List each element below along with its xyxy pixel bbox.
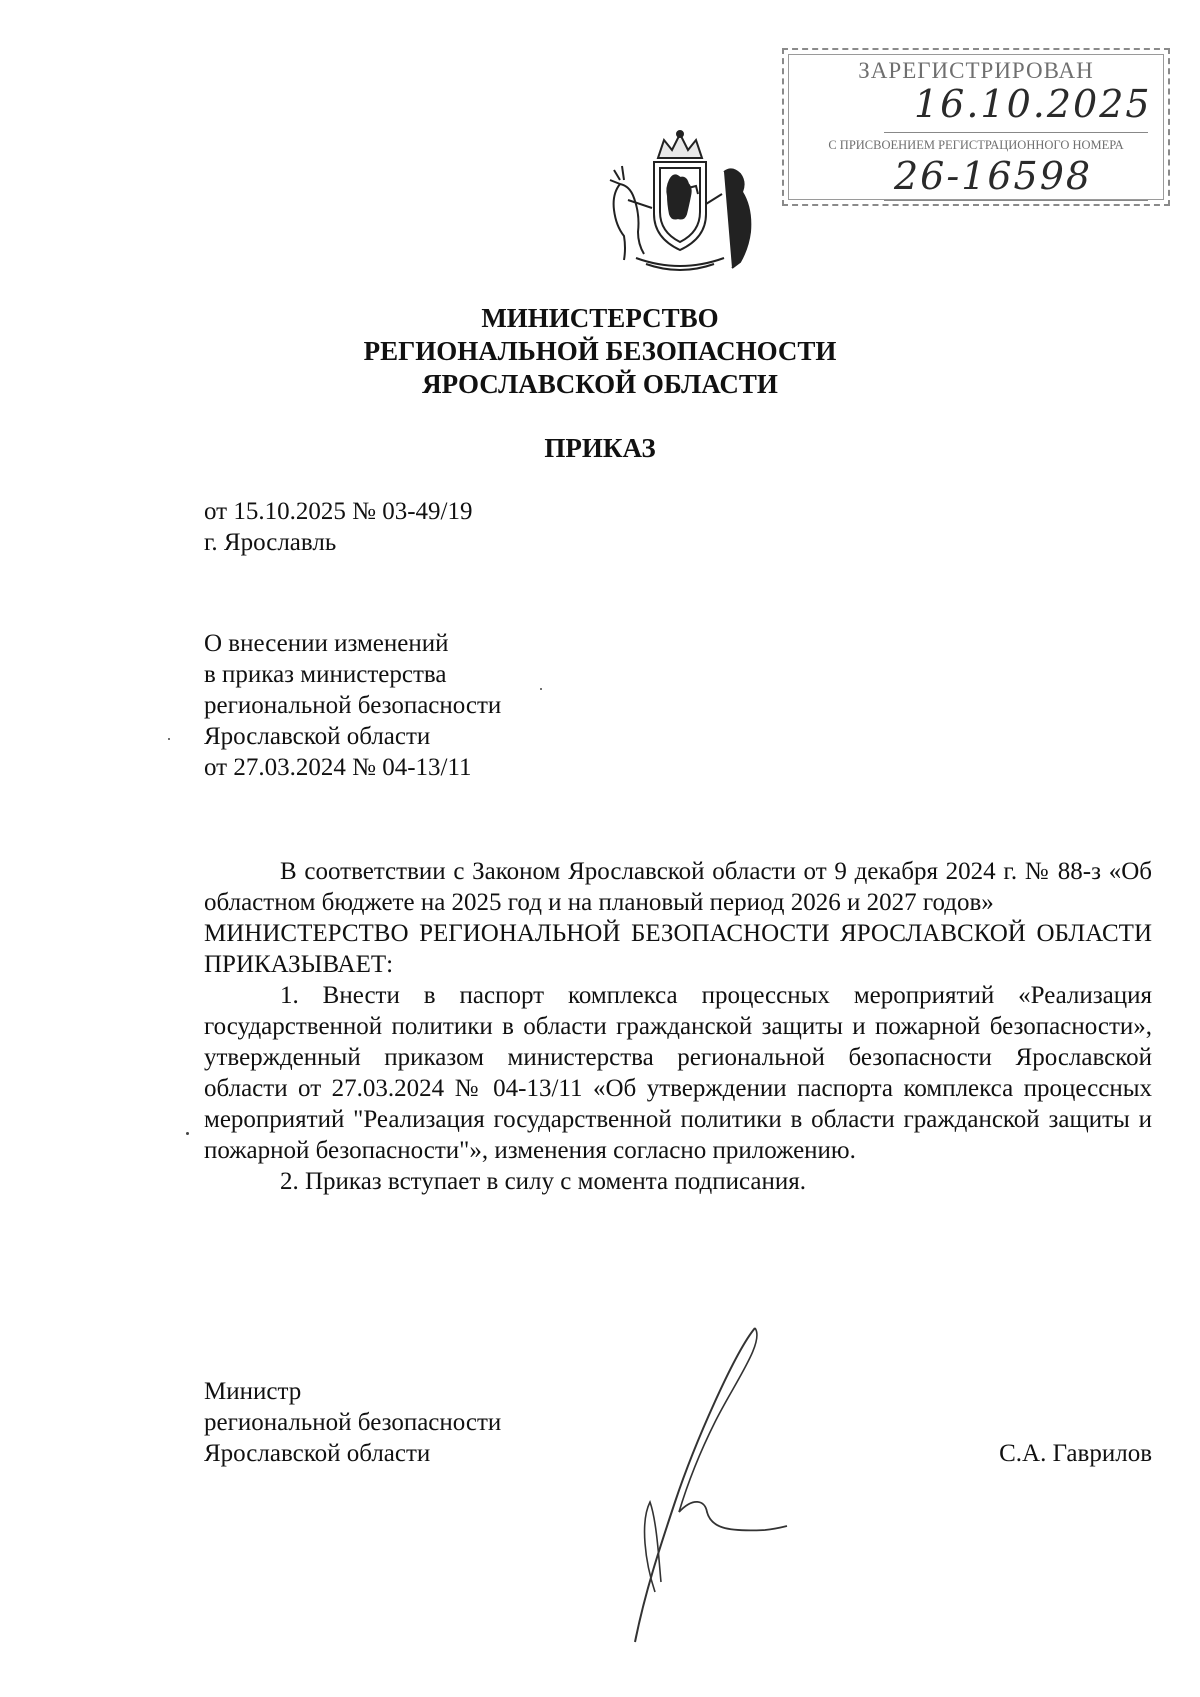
stamp-title: ЗАРЕГИСТРИРОВАН <box>858 58 1094 83</box>
document-city: г. Ярославль <box>204 529 337 556</box>
ministry-line-1: МИНИСТЕРСТВО <box>481 303 719 333</box>
subject-line-1: О внесении изменений <box>204 630 449 657</box>
signatory-position-line-3: Ярославской области <box>204 1440 431 1467</box>
subject-line-2: в приказ министерства <box>204 661 447 688</box>
subject-line-3: региональной безопасности <box>204 692 502 719</box>
coat-of-arms-icon <box>596 128 764 276</box>
subject-line-5: от 27.03.2024 № 04-13/11 <box>204 754 472 781</box>
ministry-line-3: ЯРОСЛАВСКОЙ ОБЛАСТИ <box>422 369 778 399</box>
stamp-handwritten-date: 16.10.2025 <box>914 82 1152 126</box>
body-orders: МИНИСТЕРСТВО РЕГИОНАЛЬНОЙ БЕЗОПАСНОСТИ ЯРОСЛАВСКОЙ ОБЛАСТИ ПРИКАЗЫВАЕТ: <box>204 920 1152 978</box>
document-subject <box>204 628 501 783</box>
signatory-position-line-1: Министр <box>204 1378 302 1405</box>
handwritten-signature <box>615 1322 790 1652</box>
signatory-position <box>204 1376 501 1469</box>
body-item-2: 2. Приказ вступает в силу с момента подписания. <box>280 1168 806 1195</box>
body-item-1: 1. Внести в паспорт комплекса процессных мероприятий «Реализация государственной политики в области гражданской защиты и пожарной безопасности», утвержденный приказом министерства региональной безопасности Ярославской области от 27.03.2024 № 04-13/11 «Об утверждении паспорта комплекса процессных мероприятий "Реализация государственной политики в области гражданской защиты и пожарной безопасности"», изменения согласно приложению. <box>204 982 1152 1164</box>
document-type-title: ПРИКАЗ <box>544 433 656 463</box>
signatory-name: С.А. Гаврилов <box>999 1440 1152 1467</box>
subject-line-4: Ярославской области <box>204 723 431 750</box>
body-preamble: В соответствии с Законом Ярославской области от 9 декабря 2024 г. № 88-з «Об областном бюджете на 2025 год и на плановый период 2026 и 2027 годов» <box>204 858 1152 916</box>
document-date-number: от 15.10.2025 № 03-49/19 <box>204 498 473 525</box>
scan-speck <box>540 688 542 690</box>
stamp-caption: С ПРИСВОЕНИЕМ РЕГИСТРАЦИОННОГО НОМЕРА <box>828 138 1124 152</box>
registration-stamp <box>782 48 1170 206</box>
signatory-position-line-2: региональной безопасности <box>204 1409 502 1436</box>
stamp-rule <box>884 132 1148 133</box>
scan-speck <box>168 738 170 740</box>
stamp-rule-bottom <box>884 200 1148 201</box>
document-meta <box>204 496 472 558</box>
scan-speck <box>186 1132 189 1135</box>
ministry-line-2: РЕГИОНАЛЬНОЙ БЕЗОПАСНОСТИ <box>363 336 837 366</box>
document-body <box>204 856 1152 1197</box>
stamp-handwritten-number: 26-16598 <box>894 154 1093 198</box>
ministry-name <box>0 302 1200 401</box>
